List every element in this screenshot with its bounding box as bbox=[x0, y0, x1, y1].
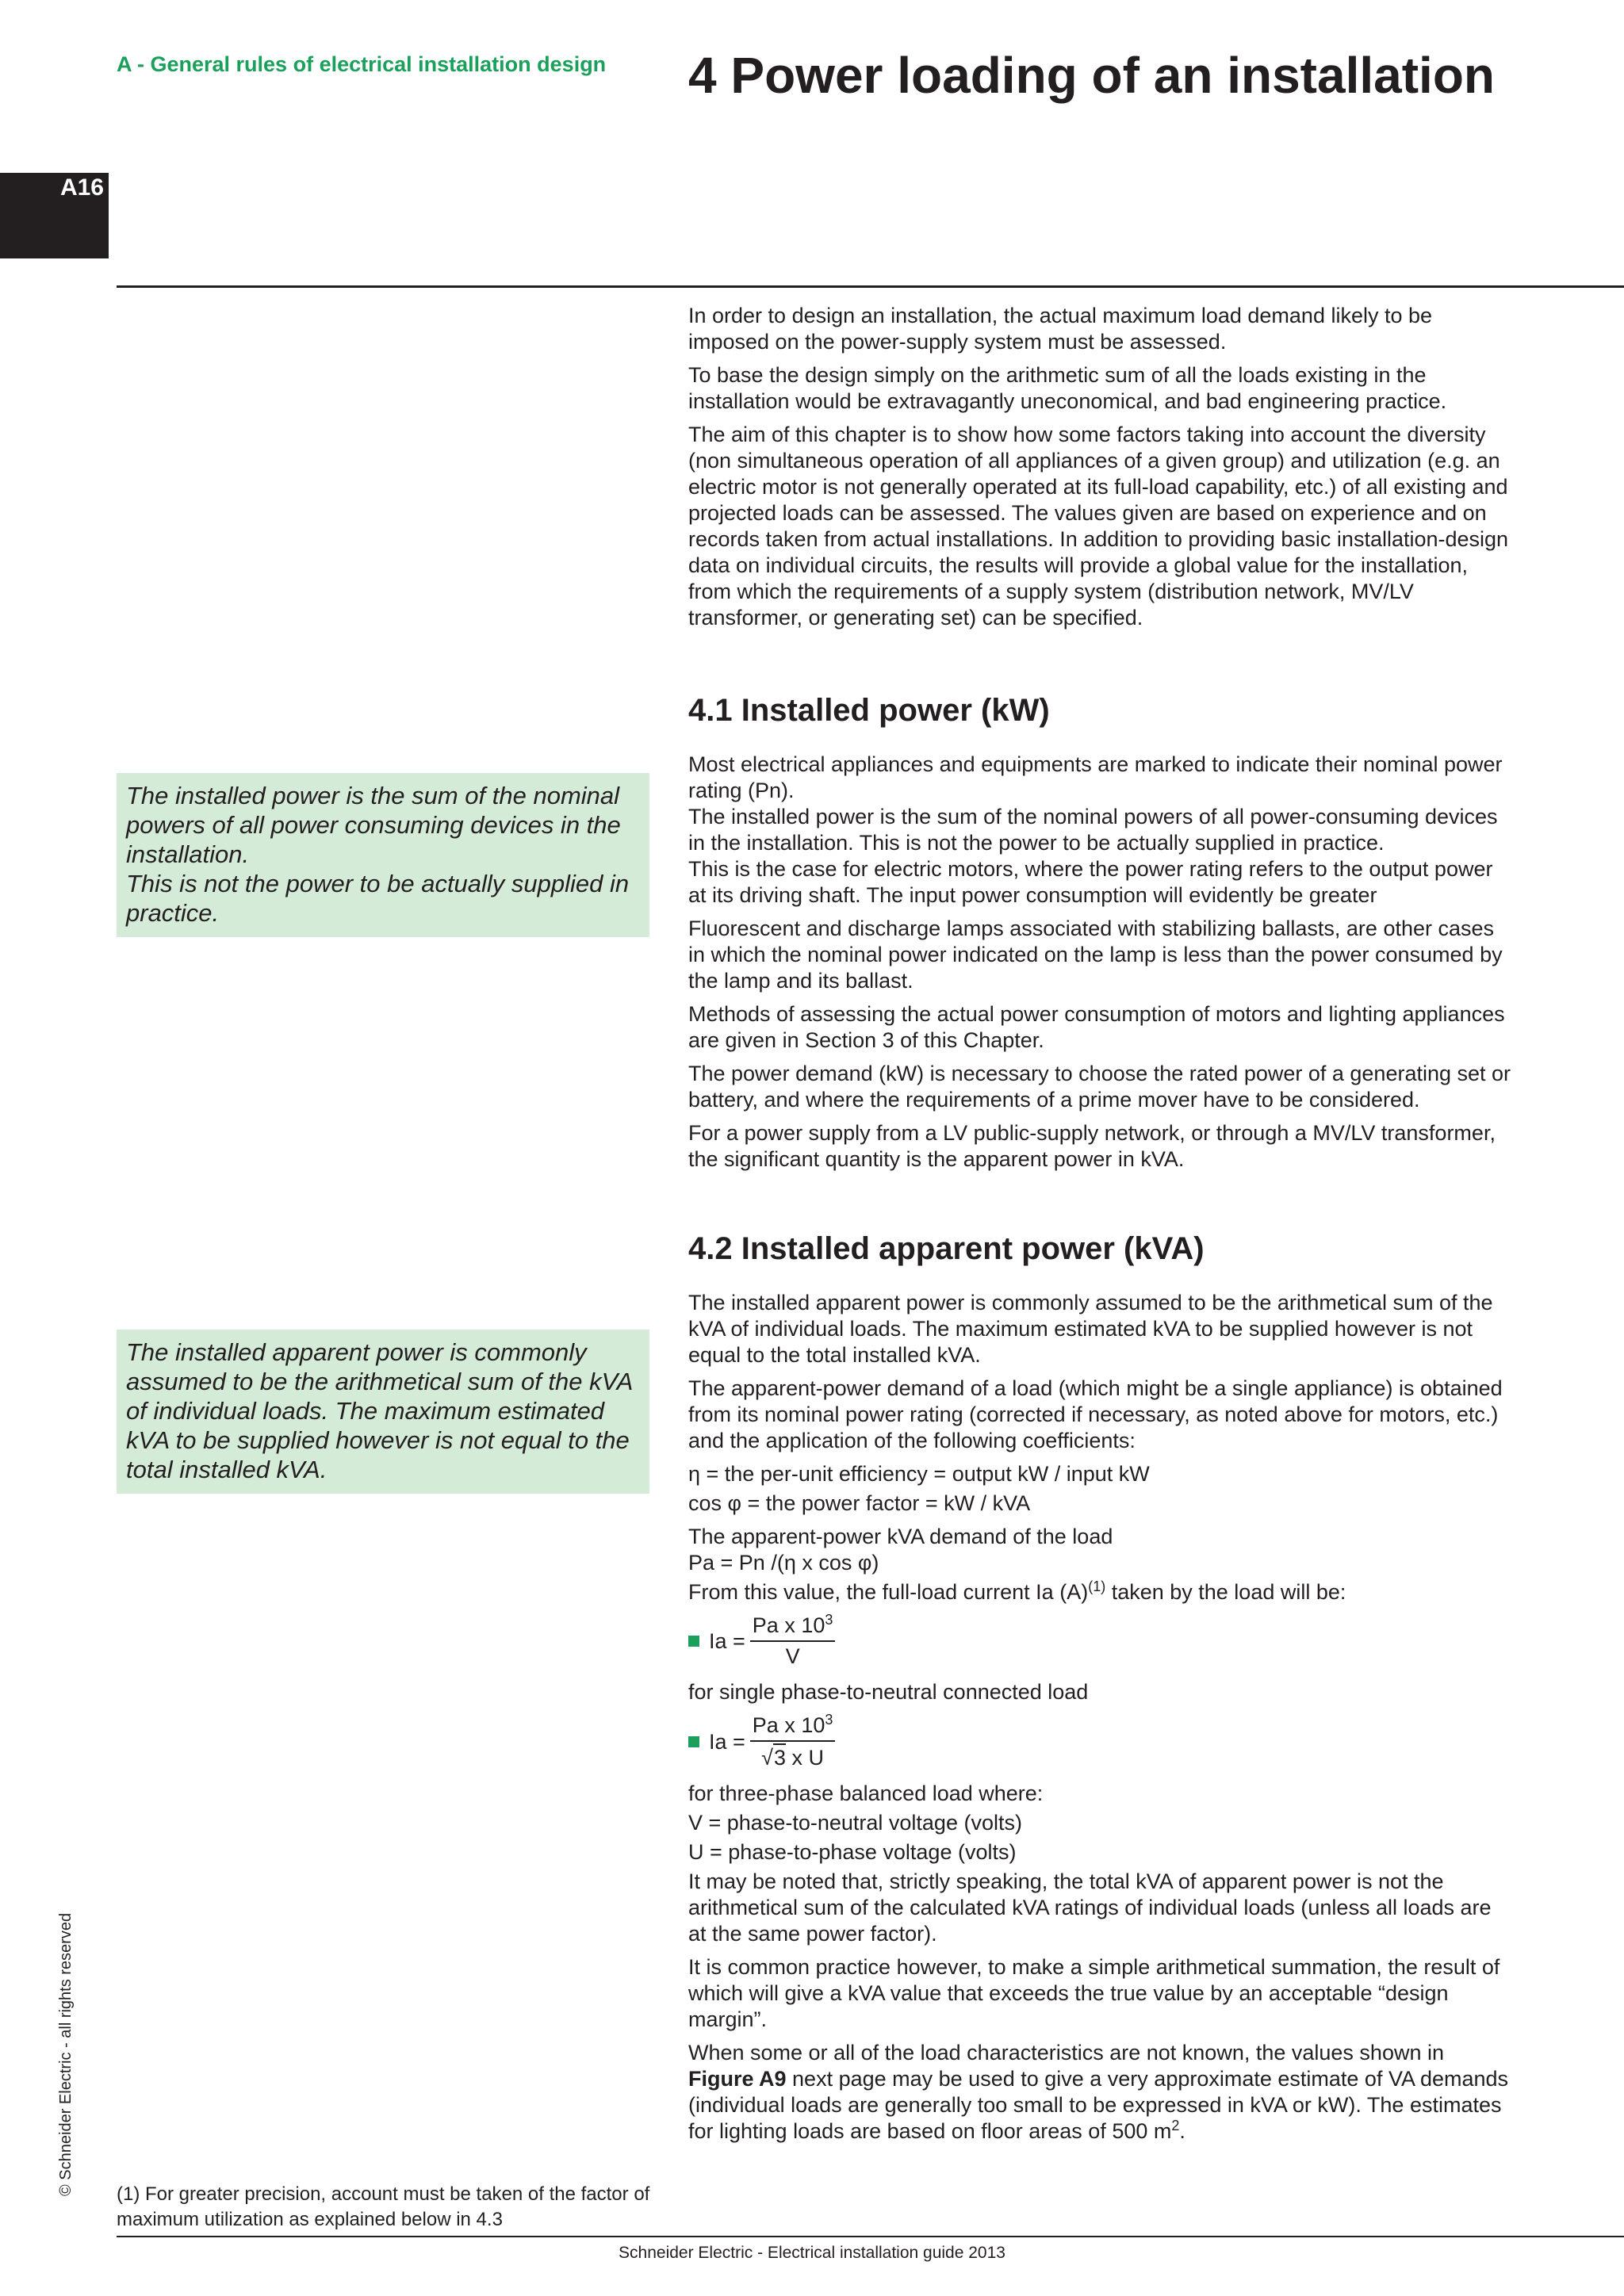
s41-paragraph-2: Fluorescent and discharge lamps associated with stabilizing ballasts, are other cases in which the nominal power indicated on the lamp is less than the power consumed by the lamp and its ballast. bbox=[688, 916, 1503, 993]
formula-2-lhs: Ia = bbox=[709, 1729, 745, 1754]
intro-paragraph-1: In order to design an installation, the actual maximum load demand likely to be imposed on the power-supply system must be assessed. bbox=[688, 304, 1433, 354]
footnote: (1) For greater precision, account must be taken of the factor of maximum utilization as explained below in 4.3 bbox=[117, 2183, 650, 2230]
chapter-label: A - General rules of electrical installation design bbox=[117, 52, 607, 76]
sidebox-installed-power-text-1: The installed power is the sum of the nominal powers of all power consuming devices in the installation. bbox=[126, 782, 621, 868]
v-definition: V = phase-to-neutral voltage (volts) bbox=[688, 1811, 1022, 1835]
sidebox-installed-power bbox=[117, 773, 649, 937]
sqrt-icon: √ bbox=[761, 1746, 773, 1770]
page-number-tab: A16 bbox=[0, 173, 109, 258]
pa-formula: Pa = Pn /(η x cos φ) bbox=[688, 1551, 879, 1575]
section-heading-4-1: 4.1 Installed power (kW) bbox=[688, 693, 1050, 728]
formula-1-caption: for single phase-to-neutral connected load bbox=[688, 1680, 1089, 1704]
figure-reference-link[interactable]: Figure A9 bbox=[688, 2067, 787, 2091]
formula-2-exponent: 3 bbox=[825, 1712, 833, 1728]
s41-paragraph-1c: This is the case for electric motors, where the power rating refers to the output power at its driving shaft. The input power consumption will evidently be greater bbox=[688, 857, 1493, 907]
u-definition: U = phase-to-phase voltage (volts) bbox=[688, 1840, 1017, 1864]
cos-phi-definition: cos φ = the power factor = kW / kVA bbox=[688, 1491, 1031, 1515]
sidebox-installed-power-text-2: This is not the power to be actually supplied in practice. bbox=[126, 870, 630, 927]
intro-paragraph-2: To base the design simply on the arithmetic sum of all the loads existing in the installation would be extravagantly uneconomical, and bad engineering practice. bbox=[688, 363, 1447, 413]
formula-single-phase bbox=[688, 1613, 1513, 1670]
chapter-title: 4 Power loading of an installation bbox=[688, 47, 1495, 104]
sidebox-apparent-power-text: The installed apparent power is commonly assumed to be the arithmetical sum of the kVA of individual loads. The maximum estimated kVA to be supplied however is not equal to the total installed kVA. bbox=[126, 1338, 633, 1483]
p5-end: . bbox=[1179, 2119, 1185, 2143]
formula-1-exponent: 3 bbox=[825, 1612, 833, 1628]
footer-rule bbox=[117, 2236, 1624, 2237]
footnote-ref-1: (1) bbox=[1088, 1578, 1106, 1594]
s41-paragraph-1a: Most electrical appliances and equipments are marked to indicate their nominal power rating (Pn). bbox=[688, 752, 1503, 802]
current-text: From this value, the full-load current Ia (A) bbox=[688, 1580, 1089, 1604]
formula-2-numerator bbox=[750, 1712, 836, 1742]
formula-2-fraction bbox=[750, 1712, 836, 1771]
copyright-notice: © Schneider Electric - all rights reserved bbox=[57, 1912, 75, 2196]
bullet-square-icon bbox=[688, 1736, 699, 1747]
bullet-square-icon bbox=[688, 1636, 699, 1647]
s42-paragraph-3: It may be noted that, strictly speaking, the total kVA of apparent power is not the arithmetical sum of the calculated kVA ratings of individual loads (unless all loads are at the same power factor). bbox=[688, 1869, 1492, 1946]
formula-1-numerator bbox=[750, 1613, 836, 1642]
intro-paragraph-3: The aim of this chapter is to show how some factors taking into account the diversity (non simultaneous operation of all appliances of a given group) and utilization (e.g. an electric motor is not generally operated at its full-load capability, etc.) of all existing and projected loads can be assessed. The values given are based on experience and on records taken from actual installations. In addition to providing basic installation-design data on individual circuits, the results will provide a global value for the installation, from which the requirements of a supply system (distribution network, MV/LV transformer, or generating set) can be specified. bbox=[688, 423, 1509, 629]
formula-1-lhs: Ia = bbox=[709, 1628, 745, 1653]
s41-paragraph-5: For a power supply from a LV public-supply network, or through a MV/LV transformer, the significant quantity is the apparent power in kVA. bbox=[688, 1121, 1496, 1171]
main-column bbox=[688, 303, 1513, 2152]
eta-definition: η = the per-unit efficiency = output kW / input kW bbox=[688, 1462, 1150, 1486]
s41-paragraph-1b: The installed power is the sum of the nominal powers of all power-consuming devices in the installation. This is not the power to be actually supplied in practice. bbox=[688, 805, 1498, 855]
full-load-current-intro bbox=[688, 1579, 1513, 1605]
p5-start: When some or all of the load characteristics are not known, the values shown in bbox=[688, 2041, 1444, 2064]
s42-paragraph-5 bbox=[688, 2040, 1513, 2145]
sidebox-apparent-power bbox=[117, 1330, 649, 1494]
s42-paragraph-1: The installed apparent power is commonly assumed to be the arithmetical sum of the kVA of individual loads. The maximum estimated kVA to be supplied however is not equal to the total installed kVA. bbox=[688, 1291, 1493, 1367]
demand-label: The apparent-power kVA demand of the load bbox=[688, 1525, 1113, 1548]
s42-paragraph-2: The apparent-power demand of a load (which might be a single appliance) is obtained from its nominal power rating (corrected if necessary, as noted above for motors, etc.) and the application of the following coefficients: bbox=[688, 1376, 1503, 1452]
section-heading-4-2: 4.2 Installed apparent power (kVA) bbox=[688, 1231, 1205, 1266]
formula-2-denominator bbox=[761, 1742, 824, 1771]
formula-2-caption: for three-phase balanced load where: bbox=[688, 1781, 1044, 1805]
formula-three-phase bbox=[688, 1712, 1513, 1771]
p5-superscript: 2 bbox=[1171, 2118, 1180, 2133]
formula-2-den-rest: x U bbox=[786, 1746, 825, 1770]
sqrt-argument: 3 bbox=[773, 1743, 786, 1771]
current-text-end: taken by the load will be: bbox=[1105, 1580, 1346, 1604]
formula-2-num-text: Pa x 10 bbox=[752, 1713, 825, 1737]
header-rule bbox=[117, 285, 1624, 288]
s41-paragraph-3: Methods of assessing the actual power consumption of motors and lighting appliances are given in Section 3 of this Chapter. bbox=[688, 1002, 1505, 1052]
formula-1-fraction bbox=[750, 1613, 836, 1670]
s41-paragraph-4: The power demand (kW) is necessary to choose the rated power of a generating set or battery, and where the requirements of a prime mover have to be considered. bbox=[688, 1062, 1511, 1112]
s42-paragraph-4: It is common practice however, to make a simple arithmetical summation, the result of which will give a kVA value that exceeds the true value by an acceptable “design margin”. bbox=[688, 1955, 1500, 2031]
formula-1-num-text: Pa x 10 bbox=[752, 1613, 825, 1637]
p5-rest: next page may be used to give a very approximate estimate of VA demands (individual loads are generally too small to be expressed in kVA or kW). The estimates for lighting loads are based on floor areas of 500 m bbox=[688, 2067, 1509, 2143]
footer-text: Schneider Electric - Electrical installation guide 2013 bbox=[619, 2244, 1005, 2262]
formula-1-denominator: V bbox=[785, 1644, 800, 1668]
